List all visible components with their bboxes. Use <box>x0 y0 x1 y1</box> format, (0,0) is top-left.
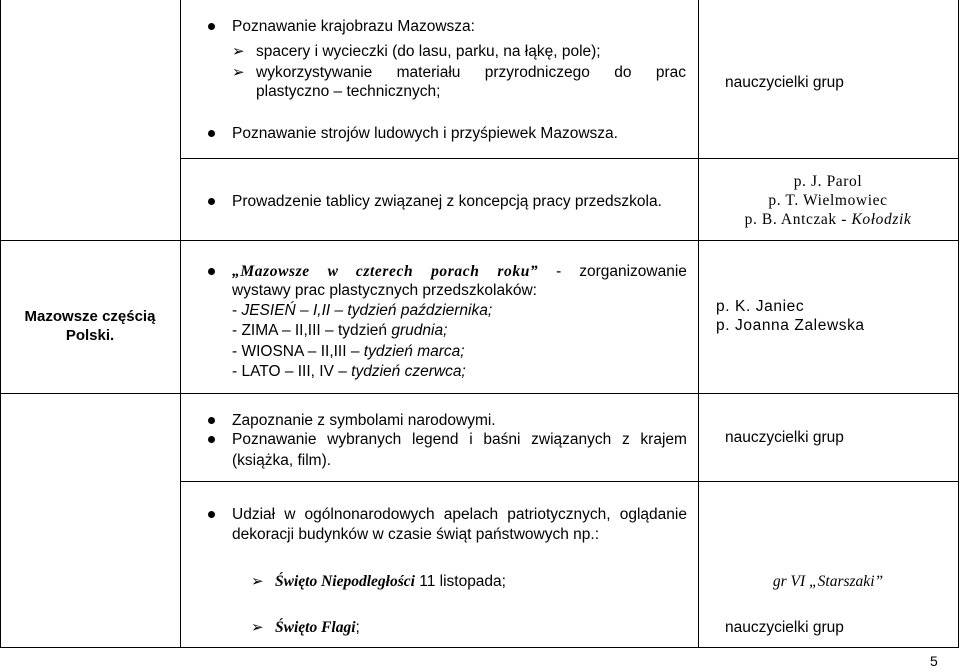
list-item: Zapoznanie z symbolami narodowymi. <box>232 412 496 429</box>
section-label: Mazowsze częścią Polski. <box>24 308 156 344</box>
list-item-continued: wystawy prac plastycznych przedszkolaków: <box>232 282 537 299</box>
season-line: - JESIEŃ – I,II – tydzień października; <box>232 302 493 319</box>
arrow-bullet-icon: ➢ <box>232 42 245 60</box>
responsible-person: p. Joanna Zalewska <box>716 317 865 334</box>
arrow-bullet-icon: ➢ <box>251 572 264 590</box>
row-divider-1 <box>180 158 959 159</box>
responsible-person: nauczycielki grup <box>725 429 844 446</box>
list-item: Prowadzenie tablicy związanej z koncepcją pracy przedszkola. <box>232 193 662 210</box>
list-item <box>232 17 475 36</box>
responsible-person: nauczycielki grup <box>725 74 844 91</box>
column-divider-2 <box>698 0 699 648</box>
responsible-person: nauczycielki grup <box>725 619 844 636</box>
page-number: 5 <box>930 653 938 669</box>
list-item-text: Poznawanie krajobrazu Mazowsza: <box>232 18 475 35</box>
list-item: Poznawanie strojów ludowych i przyśpiewek Mazowsza. <box>232 125 618 142</box>
list-item-continued: (książka, film). <box>232 452 332 469</box>
list-item: Poznawanie wybranych legend i baśni związanych z krajem <box>232 431 687 448</box>
table-bottom-border <box>0 647 959 648</box>
list-item: Udział w ogólnonarodowych apelach patriotycznych, oglądanie <box>232 506 687 523</box>
sub-list-item-continued: plastyczno – technicznych; <box>256 83 441 100</box>
row-divider-3 <box>0 393 959 394</box>
list-item: „Mazowsze w czterech porach roku” - zorganizowanie <box>232 263 687 280</box>
table-right-border <box>958 0 959 648</box>
responsible-person: p. B. Antczak - Kołodzik <box>744 211 912 228</box>
column-divider-1 <box>180 0 181 648</box>
season-line: - ZIMA – II,III – tydzień grudnia; <box>232 322 448 339</box>
holiday-item: ➢ Święto Flagi; <box>251 618 360 636</box>
sub-list-item: ➢ wykorzystywanie materiału przyrodniczego do prac <box>232 63 686 81</box>
responsible-person: p. T. Wielmowiec <box>768 192 888 209</box>
arrow-bullet-icon: ➢ <box>251 618 264 636</box>
row-divider-4 <box>180 481 959 482</box>
responsible-group: gr VI „Starszaki” <box>772 573 884 590</box>
arrow-bullet-icon: ➢ <box>232 63 245 81</box>
row-divider-2 <box>0 240 959 241</box>
season-line: - WIOSNA – II,III – tydzień marca; <box>232 343 465 360</box>
holiday-item: ➢ Święto Niepodległości 11 listopada; <box>251 572 506 590</box>
sub-list-item: ➢ spacery i wycieczki (do lasu, parku, na łąkę, pole); <box>232 42 601 60</box>
list-item-continued: dekoracji budynków w czasie świąt państwowych np.: <box>232 526 600 543</box>
season-line: - LATO – III, IV – tydzień czerwca; <box>232 363 466 380</box>
responsible-person: p. J. Parol <box>793 173 863 190</box>
responsible-person: p. K. Janiec <box>716 298 805 315</box>
